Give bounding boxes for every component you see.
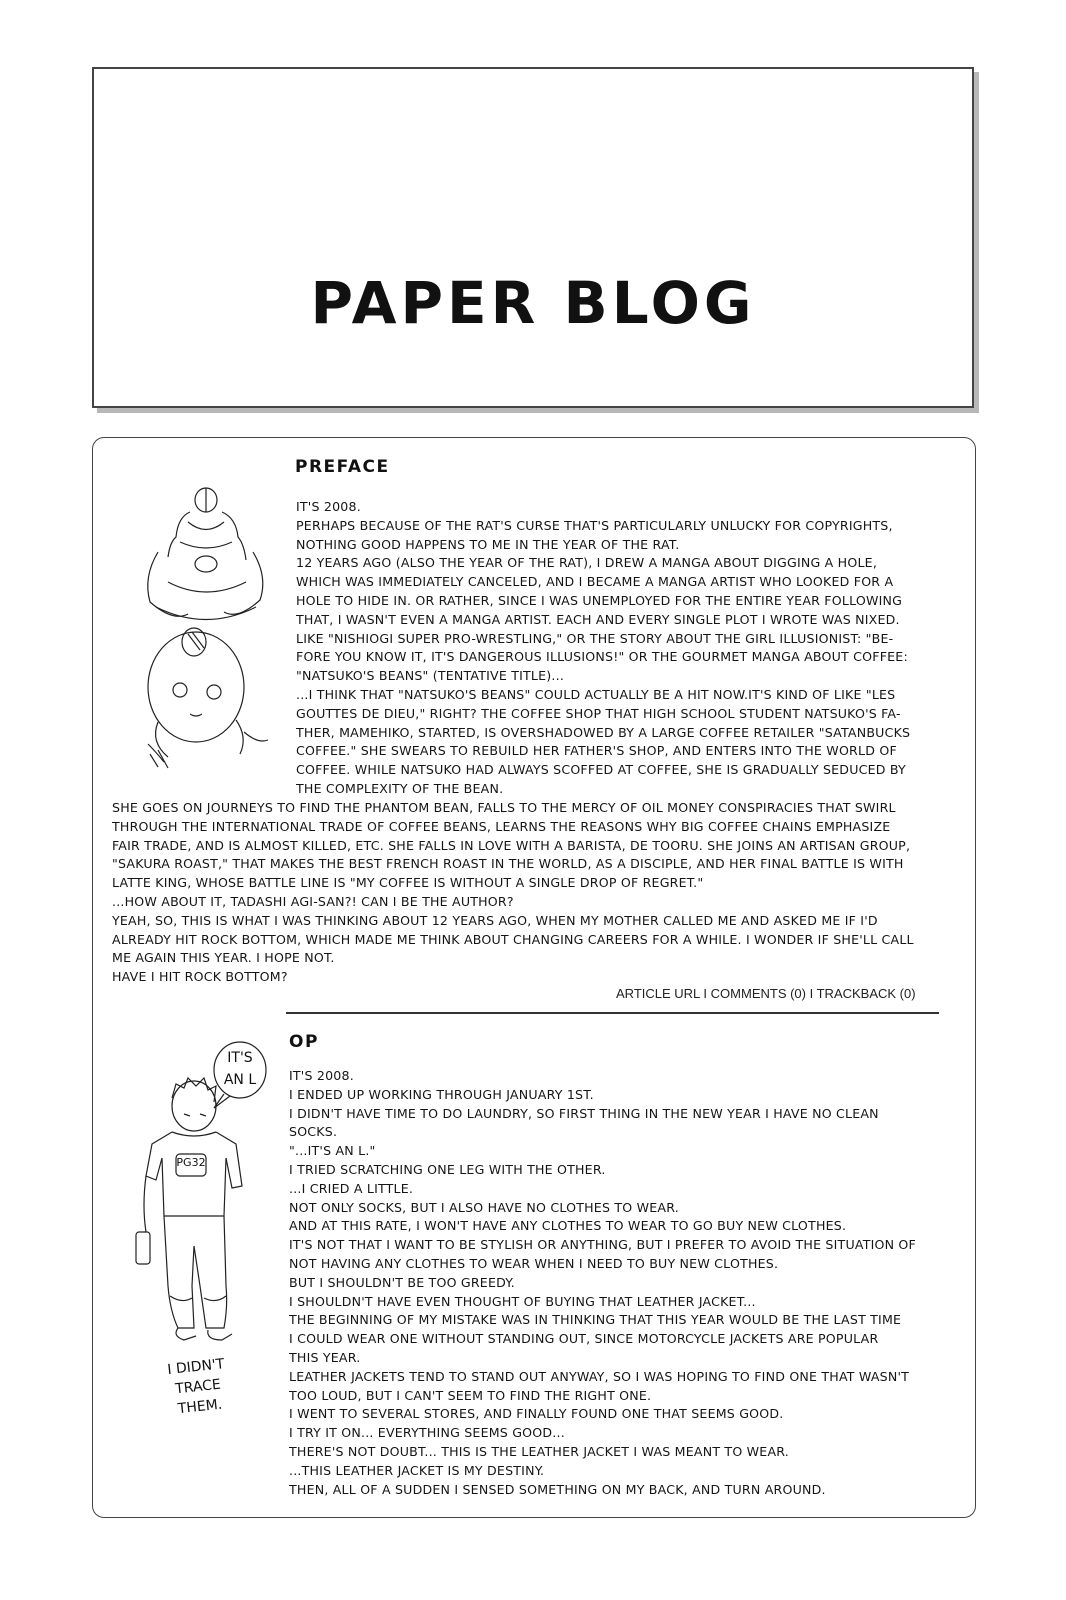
text-line: HAVE I HIT ROCK BOTTOM? [112,969,288,985]
text-line: IT'S 2008. [296,499,361,514]
article-url-link[interactable]: ARTICLE URL [616,986,700,1001]
shirt-text: PG32 [176,1156,206,1169]
text-line: ALREADY HIT ROCK BOTTOM, WHICH MADE ME THINK ABOUT CHANGING CAREERS FOR A WHILE. I WONDER IF SHE'LL CALL [112,931,914,947]
text-line: FORE YOU KNOW IT, IT'S DANGEROUS ILLUSIONS!" OR THE GOURMET MANGA ABOUT COFFEE: [296,649,908,665]
text-line: NOTHING GOOD HAPPENS TO ME IN THE YEAR OF THE RAT. [296,536,680,552]
text-line: I DIDN'T HAVE TIME TO DO LAUNDRY, SO FIRST THING IN THE NEW YEAR I HAVE NO CLEAN [289,1105,879,1121]
text-line: LEATHER JACKETS TEND TO STAND OUT ANYWAY, SO I WAS HOPING TO FIND ONE THAT WASN'T [289,1368,910,1384]
speech-bubble-label: IT'S AN L [223,1050,257,1088]
text-line: THAT, I WASN'T EVEN A MANGA ARTIST. EACH AND EVERY SINGLE PLOT I WROTE WAS NIXED. [296,611,900,627]
trackback-link[interactable]: TRACKBACK (0) [816,986,916,1001]
op-body-text [289,1067,916,1499]
text-line: PERHAPS BECAUSE OF THE RAT'S CURSE THAT'S PARTICULARLY UNLUCKY FOR COPYRIGHTS, [296,517,893,533]
text-line: FAIR TRADE, AND IS ALMOST KILLED, ETC. SHE FALLS IN LOVE WITH A BARISTA, DE TOORU. SHE JOINS AN ARTISAN GROUP, [112,837,911,853]
speech-bubble-text [214,1047,266,1091]
post-meta-links [616,986,916,1001]
meta-separator: I [699,986,711,1001]
text-line: TOO LOUD, BUT I CAN'T SEEM TO FIND THE RIGHT ONE. [289,1387,652,1403]
text-line: "NATSUKO'S BEANS" (TENTATIVE TITLE)... [296,668,565,684]
text-line: THEN, ALL OF A SUDDEN I SENSED SOMETHING ON MY BACK, AND TURN AROUND. [289,1481,826,1497]
text-line: ...HOW ABOUT IT, TADASHI AGI-SAN?! CAN I BE THE AUTHOR? [112,893,514,909]
text-line: I COULD WEAR ONE WITHOUT STANDING OUT, SINCE MOTORCYCLE JACKETS ARE POPULAR [289,1331,879,1347]
text-line: ...THIS LEATHER JACKET IS MY DESTINY. [289,1462,545,1478]
shirt-print [176,1156,206,1170]
text-line: AND AT THIS RATE, I WON'T HAVE ANY CLOTHES TO WEAR TO GO BUY NEW CLOTHES. [289,1218,847,1234]
meta-separator: I [806,986,817,1001]
text-line: COFFEE. WHILE NATSUKO HAD ALWAYS SCOFFED AT COFFEE, SHE IS GRADUALLY SEDUCED BY [296,762,906,778]
text-line: IT'S NOT THAT I WANT TO BE STYLISH OR ANYTHING, BUT I PREFER TO AVOID THE SITUATION OF [289,1237,916,1253]
text-line: YEAH, SO, THIS IS WHAT I WAS THINKING ABOUT 12 YEARS AGO, WHEN MY MOTHER CALLED ME AND ASKED ME IF I'D [112,912,878,928]
post-divider [286,1012,939,1014]
text-line: HOLE TO HIDE IN. OR RATHER, SINCE I WAS UNEMPLOYED FOR THE ENTIRE YEAR FOLLOWING [296,592,903,608]
wrestler-and-girl-illustration [128,482,278,772]
text-line: THERE'S NOT DOUBT... THIS IS THE LEATHER JACKET I WAS MEANT TO WEAR. [289,1443,789,1459]
text-line: THROUGH THE INTERNATIONAL TRADE OF COFFEE BEANS, LEARNS THE REASONS WHY BIG COFFEE CHAINS EMPHASIZE [112,818,891,834]
text-line: "...IT'S AN L." [289,1143,376,1159]
text-line: THIS YEAR. [289,1349,361,1365]
text-line: I TRY IT ON... EVERYTHING SEEMS GOOD... [289,1425,565,1441]
post-title-preface: PREFACE [295,457,390,477]
post-title-op: OP [289,1032,319,1052]
text-line: ...I THINK THAT "NATSUKO'S BEANS" COULD ACTUALLY BE A HIT NOW.IT'S KIND OF LIKE "LES [296,686,896,702]
text-line: ...I CRIED A LITTLE. [289,1180,414,1196]
text-line: WHICH WAS IMMEDIATELY CANCELED, AND I BECAME A MANGA ARTIST WHO LOOKED FOR A [296,574,894,590]
text-line: THER, MAMEHIKO, STARTED, IS OVERSHADOWED BY A LARGE COFFEE RETAILER "SATANBUCKS [296,724,911,740]
text-line: SHE GOES ON JOURNEYS TO FIND THE PHANTOM BEAN, FALLS TO THE MERCY OF OIL MONEY CONSPIRACIES THAT SWIRL [112,800,896,815]
text-line: THE BEGINNING OF MY MISTAKE WAS IN THINKING THAT THIS YEAR WOULD BE THE LAST TIME [289,1312,902,1328]
text-line: "SAKURA ROAST," THAT MAKES THE BEST FRENCH ROAST IN THE WORLD, AS A DISCIPLE, AND HER FINAL BATTLE IS WITH [112,856,904,872]
text-line: 12 YEARS AGO (ALSO THE YEAR OF THE RAT), I DREW A MANGA ABOUT DIGGING A HOLE, [296,555,878,571]
side-note-text: I DIDN'T TRACE THEM. [166,1356,226,1418]
text-line: BUT I SHOULDN'T BE TOO GREEDY. [289,1274,515,1290]
preface-body-text [112,799,914,987]
page-title: PAPER BLOG [310,269,756,337]
side-note [145,1352,251,1422]
text-line: GOUTTES DE DIEU," RIGHT? THE COFFEE SHOP THAT HIGH SCHOOL STUDENT NATSUKO'S FA- [296,705,901,721]
text-line: NOT ONLY SOCKS, BUT I ALSO HAVE NO CLOTHES TO WEAR. [289,1199,679,1215]
comments-link[interactable]: COMMENTS (0) [710,986,806,1001]
text-line: I ENDED UP WORKING THROUGH JANUARY 1ST. [289,1086,594,1102]
text-line: COFFEE." SHE SWEARS TO REBUILD HER FATHER'S SHOP, AND ENTERS INTO THE WORLD OF [296,743,897,759]
preface-intro-text [296,498,910,799]
title-panel [92,67,974,408]
text-line: LIKE "NISHIOGI SUPER PRO-WRESTLING," OR THE STORY ABOUT THE GIRL ILLUSIONIST: "BE- [296,630,894,646]
text-line: THE COMPLEXITY OF THE BEAN. [296,780,504,796]
text-line: SOCKS. [289,1124,338,1140]
text-line: I TRIED SCRATCHING ONE LEG WITH THE OTHER. [289,1161,606,1177]
text-line: ME AGAIN THIS YEAR. I HOPE NOT. [112,950,335,966]
text-line: NOT HAVING ANY CLOTHES TO WEAR WHEN I NEED TO BUY NEW CLOTHES. [289,1255,779,1271]
text-line: I SHOULDN'T HAVE EVEN THOUGHT OF BUYING THAT LEATHER JACKET... [289,1293,756,1309]
text-line: IT'S 2008. [289,1068,354,1083]
text-line: LATTE KING, WHOSE BATTLE LINE IS "MY COFFEE IS WITHOUT A SINGLE DROP OF REGRET." [112,875,704,891]
text-line: I WENT TO SEVERAL STORES, AND FINALLY FOUND ONE THAT SEEMS GOOD. [289,1406,784,1422]
